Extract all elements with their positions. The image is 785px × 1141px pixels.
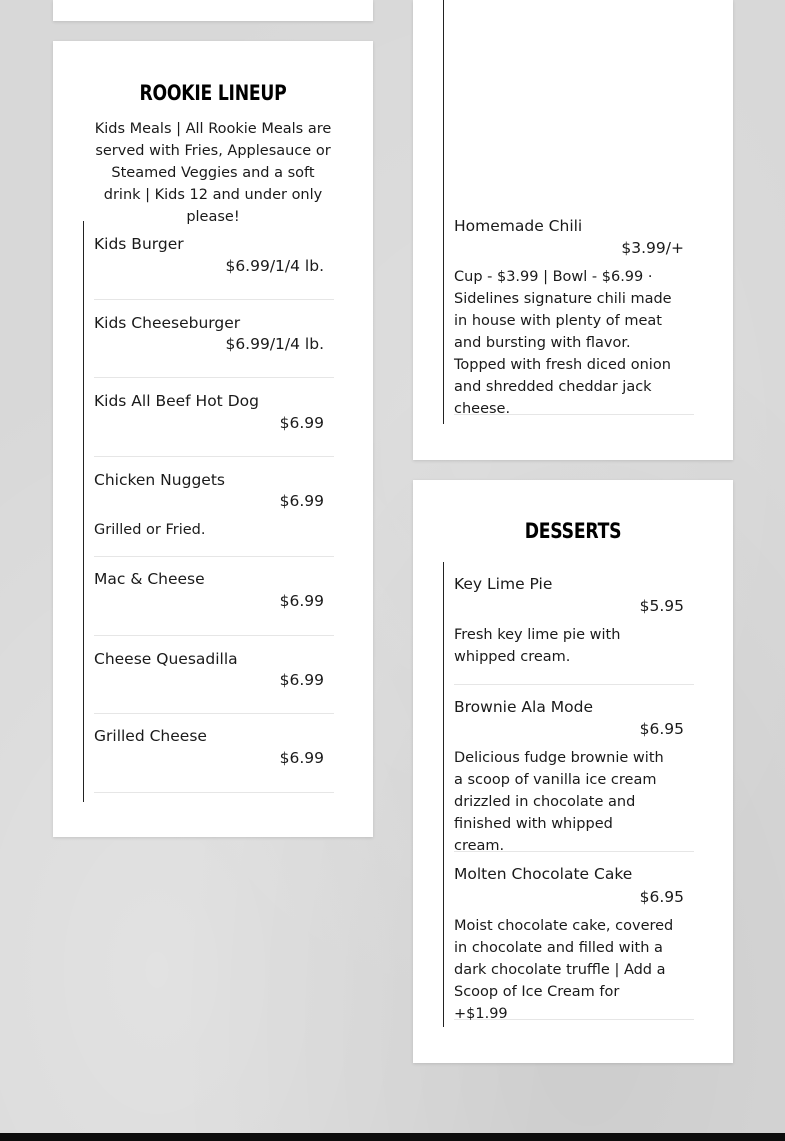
item-price: $6.99 (279, 749, 324, 767)
desserts-title: DESSERTS (524, 519, 622, 543)
item-price: $6.95 (639, 888, 684, 906)
menu-item[interactable] (94, 300, 334, 378)
item-name: Kids Cheeseburger (94, 314, 241, 332)
menu-item[interactable] (454, 205, 694, 415)
item-name: Molten Chocolate Cake (454, 865, 633, 883)
desserts-menu-list (443, 562, 694, 1027)
item-name: Chicken Nuggets (94, 471, 225, 489)
menu-item[interactable] (454, 685, 694, 852)
item-description: Grilled or Fried. (94, 522, 206, 538)
rookie-lineup-description: Kids Meals | All Rookie Meals are served with Fries, Applesauce or Steamed Veggies and a soft drink | Kids 12 and under only please! (94, 121, 332, 225)
menu-item[interactable] (94, 557, 334, 636)
item-description: Cup - $3.99 | Bowl - $6.99 · Sidelines signature chili made in house with plenty of meat and bursting with flavor. Topped with fresh diced onion and shredded cheddar jack cheese. (454, 269, 672, 417)
rookie-lineup-title: ROOKIE LINEUP (139, 81, 287, 105)
menu-item[interactable] (94, 636, 334, 714)
item-description: Delicious fudge brownie with a scoop of vanilla ice cream drizzled in chocolate and finished with whipped cream. (454, 750, 664, 854)
item-price: $6.99 (279, 492, 324, 510)
item-price: $3.99/+ (621, 239, 684, 257)
rookie-menu-list (83, 221, 334, 802)
item-price: $6.99 (279, 592, 324, 610)
item-name: Cheese Quesadilla (94, 650, 238, 668)
item-name: Homemade Chili (454, 217, 583, 235)
rookie-lineup-card (53, 41, 373, 837)
item-price: $5.95 (639, 597, 684, 615)
item-name: Brownie Ala Mode (454, 698, 593, 716)
item-price: $6.99 (279, 414, 324, 432)
previous-card-bottom (53, 0, 373, 21)
item-price: $6.99 (279, 671, 324, 689)
menu-item[interactable] (94, 714, 334, 793)
item-name: Key Lime Pie (454, 575, 553, 593)
menu-item[interactable] (94, 221, 334, 300)
item-name: Mac & Cheese (94, 570, 205, 588)
item-price: $6.99/1/4 lb. (225, 257, 324, 275)
item-description: Moist chocolate cake, covered in chocolate and filled with a dark chocolate truffle | Add a Scoop of Ice Cream for +$1.99 (454, 918, 674, 1022)
item-name: Kids All Beef Hot Dog (94, 392, 259, 410)
chili-menu-list (443, 0, 694, 424)
item-price: $6.95 (639, 720, 684, 738)
desserts-card (413, 480, 733, 1063)
item-name: Kids Burger (94, 235, 184, 253)
bottom-bar (0, 1133, 785, 1141)
item-price: $6.99/1/4 lb. (225, 335, 324, 353)
item-description: Fresh key lime pie with whipped cream. (454, 627, 621, 665)
menu-item[interactable] (454, 852, 694, 1020)
menu-item[interactable] (94, 457, 334, 557)
menu-item[interactable] (94, 378, 334, 457)
item-name: Grilled Cheese (94, 727, 207, 745)
menu-item[interactable] (454, 562, 694, 685)
chili-card (413, 0, 733, 460)
